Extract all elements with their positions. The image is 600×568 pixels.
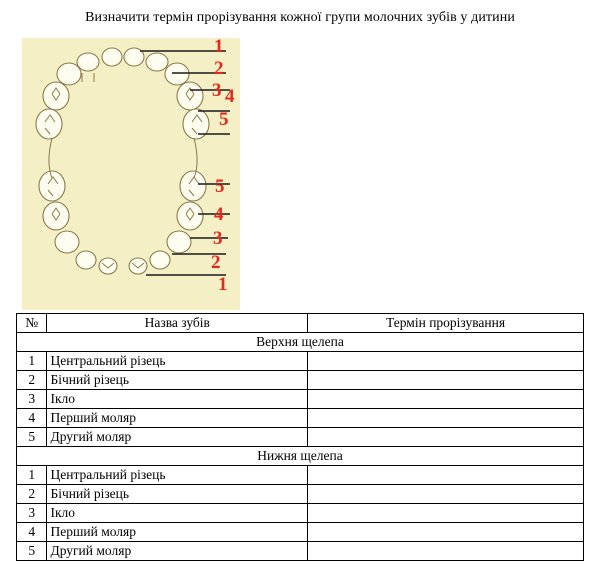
row-term[interactable] xyxy=(308,504,584,523)
svg-text:5: 5 xyxy=(219,109,229,130)
table-row xyxy=(17,542,584,561)
row-num: 1 xyxy=(17,352,47,371)
row-term[interactable] xyxy=(308,390,584,409)
dental-arch-illustration xyxy=(22,38,240,310)
row-term[interactable] xyxy=(308,428,584,447)
svg-text:3: 3 xyxy=(213,228,223,249)
row-name: Центральний різець xyxy=(47,352,308,371)
table-row xyxy=(17,523,584,542)
section-label-upper: Верхня щелепа xyxy=(17,333,584,352)
header-num: № xyxy=(17,314,47,333)
row-term[interactable] xyxy=(308,352,584,371)
row-term[interactable] xyxy=(308,542,584,561)
header-name: Назва зубів xyxy=(47,314,308,333)
row-num: 2 xyxy=(17,485,47,504)
section-label-lower: Нижня щелепа xyxy=(17,447,584,466)
svg-text:4: 4 xyxy=(225,86,235,107)
row-num: 2 xyxy=(17,371,47,390)
table-row xyxy=(17,390,584,409)
table-row xyxy=(17,504,584,523)
page-title: Визначити термін прорізування кожної групи молочних зубів у дитини xyxy=(85,10,515,25)
row-num: 4 xyxy=(17,523,47,542)
row-name: Центральний різець xyxy=(47,466,308,485)
row-term[interactable] xyxy=(308,523,584,542)
section-row-upper xyxy=(17,333,584,352)
table-header-row xyxy=(17,314,584,333)
row-num: 3 xyxy=(17,390,47,409)
table-row xyxy=(17,485,584,504)
dental-arch-figure xyxy=(22,38,240,310)
svg-text:5: 5 xyxy=(215,176,225,197)
svg-text:1: 1 xyxy=(214,38,224,57)
row-num: 3 xyxy=(17,504,47,523)
svg-text:2: 2 xyxy=(211,252,221,273)
svg-text:4: 4 xyxy=(214,204,224,225)
row-term[interactable] xyxy=(308,371,584,390)
table-row xyxy=(17,352,584,371)
row-term[interactable] xyxy=(308,485,584,504)
row-name: Другий моляр xyxy=(47,542,308,561)
row-term[interactable] xyxy=(308,409,584,428)
svg-text:3: 3 xyxy=(212,80,222,101)
svg-text:1: 1 xyxy=(218,274,228,295)
section-row-lower xyxy=(17,447,584,466)
row-name: Другий моляр xyxy=(47,428,308,447)
row-name: Бічний різець xyxy=(47,485,308,504)
tooth-eruption-table xyxy=(16,313,584,561)
table-row xyxy=(17,428,584,447)
row-name: Перший моляр xyxy=(47,409,308,428)
row-name: Перший моляр xyxy=(47,523,308,542)
header-term: Термін прорізування xyxy=(308,314,584,333)
row-num: 4 xyxy=(17,409,47,428)
row-name: Бічний різець xyxy=(47,371,308,390)
row-term[interactable] xyxy=(308,466,584,485)
row-num: 1 xyxy=(17,466,47,485)
table-row xyxy=(17,409,584,428)
row-num: 5 xyxy=(17,542,47,561)
svg-text:2: 2 xyxy=(214,58,224,79)
row-name: Ікло xyxy=(47,504,308,523)
row-num: 5 xyxy=(17,428,47,447)
table-row xyxy=(17,371,584,390)
tooth-eruption-table-wrapper xyxy=(16,313,584,561)
table-row xyxy=(17,466,584,485)
row-name: Ікло xyxy=(47,390,308,409)
